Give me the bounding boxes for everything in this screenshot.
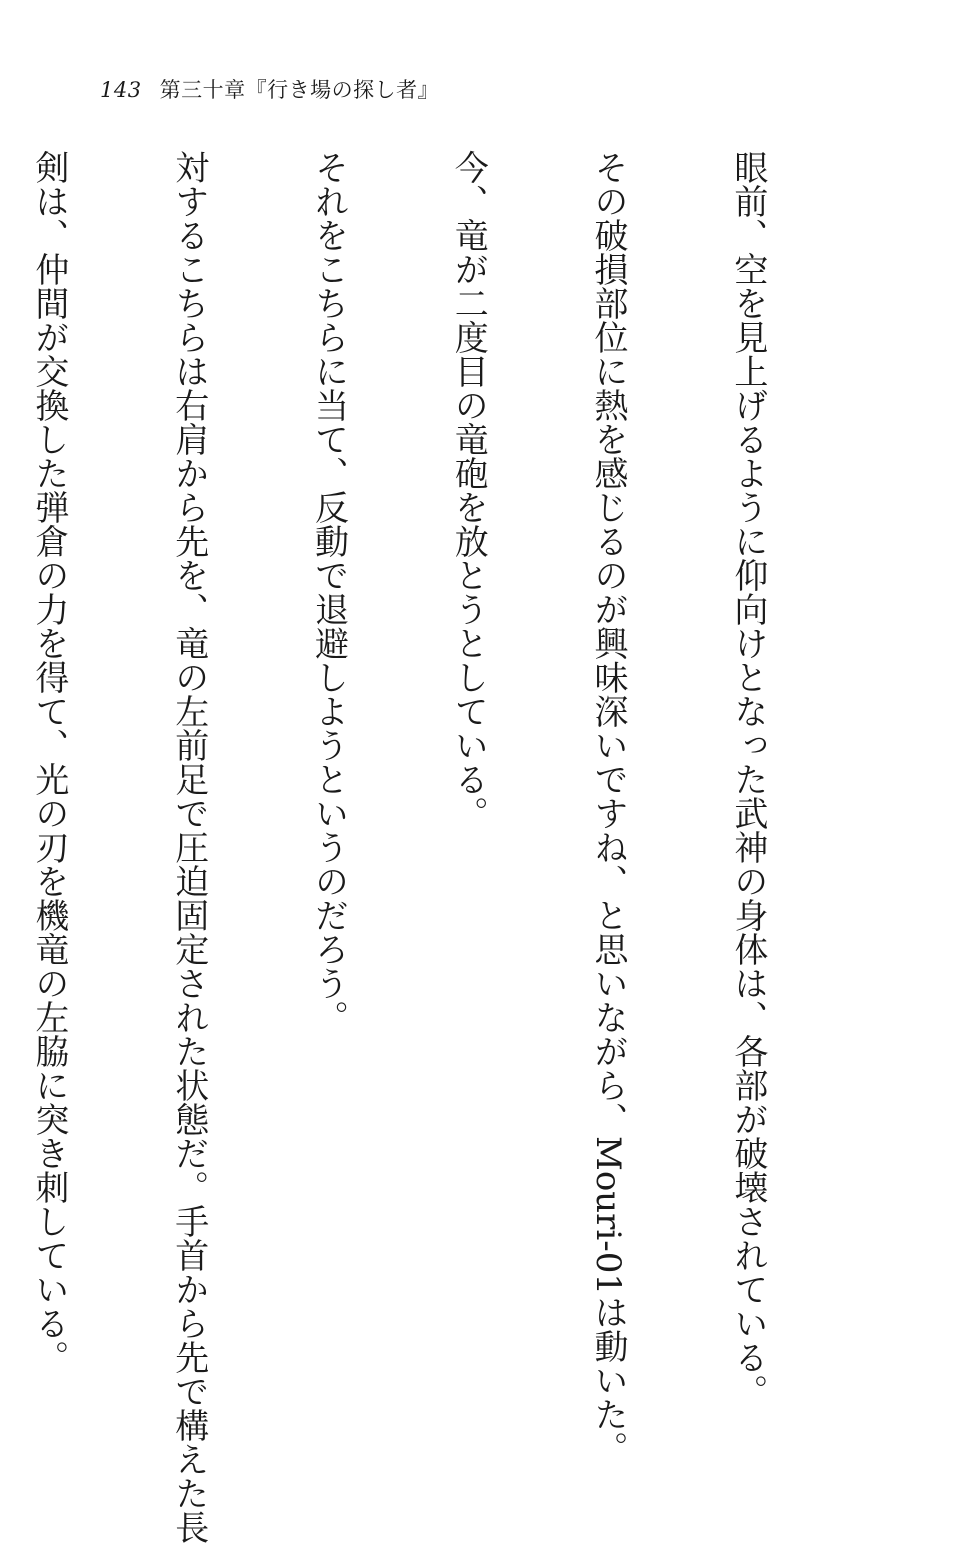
chapter-title: 第三十章『行き場の探し者』 <box>159 78 440 102</box>
text-line: その破損部位に熱を感じるのが興味深いですね、と思いながら、Mouri-01は動いた。 <box>588 150 629 1466</box>
text-line: 眼前、空を見上げるように仰向けとなった武神の身体は、各部が破壊されている。 <box>727 150 768 1408</box>
page-number: 143 <box>100 78 142 102</box>
text-line: それをこちらに当て、反動で退避しようというのだろう。 <box>308 150 349 1034</box>
text-line: 剣は、仲間が交換した弾倉の力を得て、光の刃を機竜の左脇に突き刺している。 <box>28 150 69 1374</box>
running-header <box>100 74 439 104</box>
vertical-text-body <box>28 150 864 1544</box>
text-line: 今、竜が二度目の竜砲を放とうとしている。 <box>448 150 489 830</box>
text-line: 対するこちらは右肩から先を、竜の左前足で圧迫固定された状態だ。手首から先で構えた長 <box>168 150 209 1544</box>
